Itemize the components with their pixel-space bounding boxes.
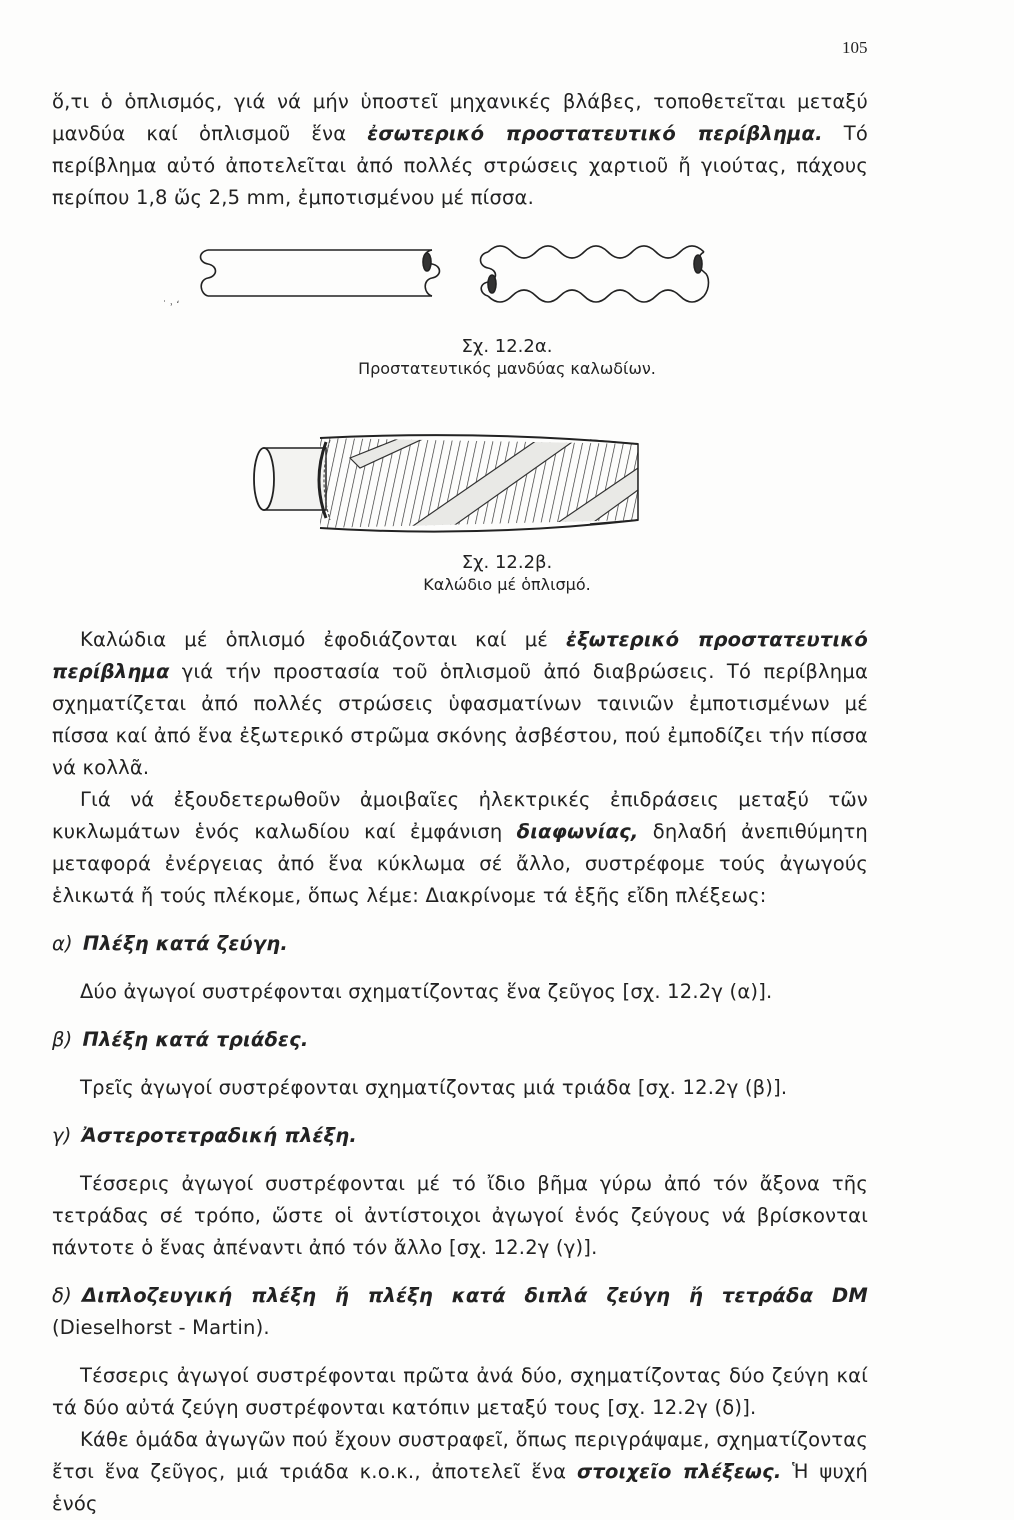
figure-caption: Προστατευτικός μανδύας καλωδίων. [358, 359, 656, 378]
armor-paragraph: Καλώδια μέ ὁπλισμό ἐφοδιάζονται καί μέ ἐξωτερικό προστατευτικό περίβλημα γιά τήν προστασία τοῦ ὁπλισμοῦ ἀπό διαβρώσεις. Τό περίβλημα σχηματίζεται ἀπό πολλές στρώσεις ὑφασματίνων ταινιῶν ἐμποτισμένων μέ πίσσα καί ἀπό ἕνα ἐξωτερικό στρῶμα σκόνης ἀσβέστου, πού ἐμποδίζει τήν πίσσα νά κολλᾶ. [52, 628, 868, 779]
figure-number: Σχ. 12.2β. [461, 552, 553, 573]
figure-cable-sheaths [150, 238, 730, 318]
svg-text:˙ ˒ ʻ: ˙ ˒ ʻ [162, 300, 180, 311]
figure-12-2a-caption [0, 336, 1014, 380]
crosstalk-paragraph: Γιά νά ἐξουδετερωθοῦν ἀμοιβαῖες ἠλεκτρικές ἐπιδράσεις μεταξύ τῶν κυκλωμάτων ἑνός καλωδίου καί ἐμφάνιση διαφωνίας, δηλαδή ἀνεπιθύμητη μεταφορά ἐνέργειας ἀπό ἕνα κύκλωμα σέ ἄλλο, συστρέφομε τούς ἀγωγούς ἑλικωτά ἤ τούς πλέκομε, ὅπως λέμε: Διακρίνομε τά ἑξῆς εἴδη πλέξεως: [52, 788, 868, 907]
figure-12-2b-caption [0, 552, 1014, 596]
closing-paragraph: Κάθε ὁμάδα ἀγωγῶν πού ἔχουν συστραφεῖ, ὅπως περιγράψαμε, σχηματίζοντας ἔτσι ἕνα ζεῦγος, μιά τριάδα κ.ο.κ., ἀποτελεῖ ἕνα στοιχεῖο πλέξεως. Ἡ ψυχή ἑνός [52, 1428, 868, 1515]
figure-armored-cable [250, 428, 650, 538]
intro-paragraph: ὅ,τι ὁ ὁπλισμός, γιά νά μήν ὑποστεῖ μηχανικές βλάβες, τοποθετεῖται μεταξύ μανδύα καί ὁπλισμοῦ ἕνα ἐσωτερικό προστατευτικό περίβλημα. Τό περίβλημα αὐτό ἀποτελεῖται ἀπό πολλές στρώσεις χαρτιοῦ ἤ γιούτας, πάχους περίπου 1,8 ὥς 2,5 mm, ἐμποτισμένου μέ πίσσα. [52, 90, 869, 209]
section-body-c: Τέσσερις ἀγωγοί συστρέφονται μέ τό ἴδιο βῆμα γύρω ἀπό τόν ἄξονα τῆς τετράδας σέ τρόπο, ὥστε οἱ ἀντίστοιχοι ἀγωγοί ἑνός ζεύγους νά βρίσκονται πάντοτε ὁ ἕνας ἀπέναντι ἀπό τόν ἄλλο [σχ. 12.2γ (γ)]. [52, 1172, 868, 1259]
page-number: 105 [842, 38, 868, 57]
main-text [52, 624, 868, 1520]
section-heading-a: α) Πλέξη κατά ζεύγη. [52, 932, 288, 955]
section-body-b: Τρεῖς ἀγωγοί συστρέφονται σχηματίζοντας μιά τριάδα [σχ. 12.2γ (β)]. [80, 1076, 788, 1099]
section-body-a: Δύο ἀγωγοί συστρέφονται σχηματίζοντας ἕνα ζεῦγος [σχ. 12.2γ (α)]. [80, 980, 773, 1003]
section-heading-c: γ) Ἀστεροτετραδική πλέξη. [52, 1124, 357, 1147]
section-heading-d: δ) Διπλοζευγική πλέξη ἤ πλέξη κατά διπλά ζεύγη ἤ τετράδα DM (Dieselhorst - Martin). [52, 1284, 868, 1339]
figure-number: Σχ. 12.2α. [461, 336, 553, 357]
corrugated-sheath [481, 246, 709, 302]
smooth-sheath [201, 250, 440, 296]
section-heading-b: β) Πλέξη κατά τριάδες. [52, 1028, 309, 1051]
section-body-d: Τέσσερις ἀγωγοί συστρέφονται πρῶτα ἀνά δύο, σχηματίζοντας δύο ζεύγη καί τά δύο αὐτά ζεύγη συστρέφονται κατόπιν μεταξύ τους [σχ. 12.2γ (δ)]. [52, 1364, 868, 1419]
figure-caption: Καλώδιο μέ ὁπλισμό. [423, 575, 591, 594]
